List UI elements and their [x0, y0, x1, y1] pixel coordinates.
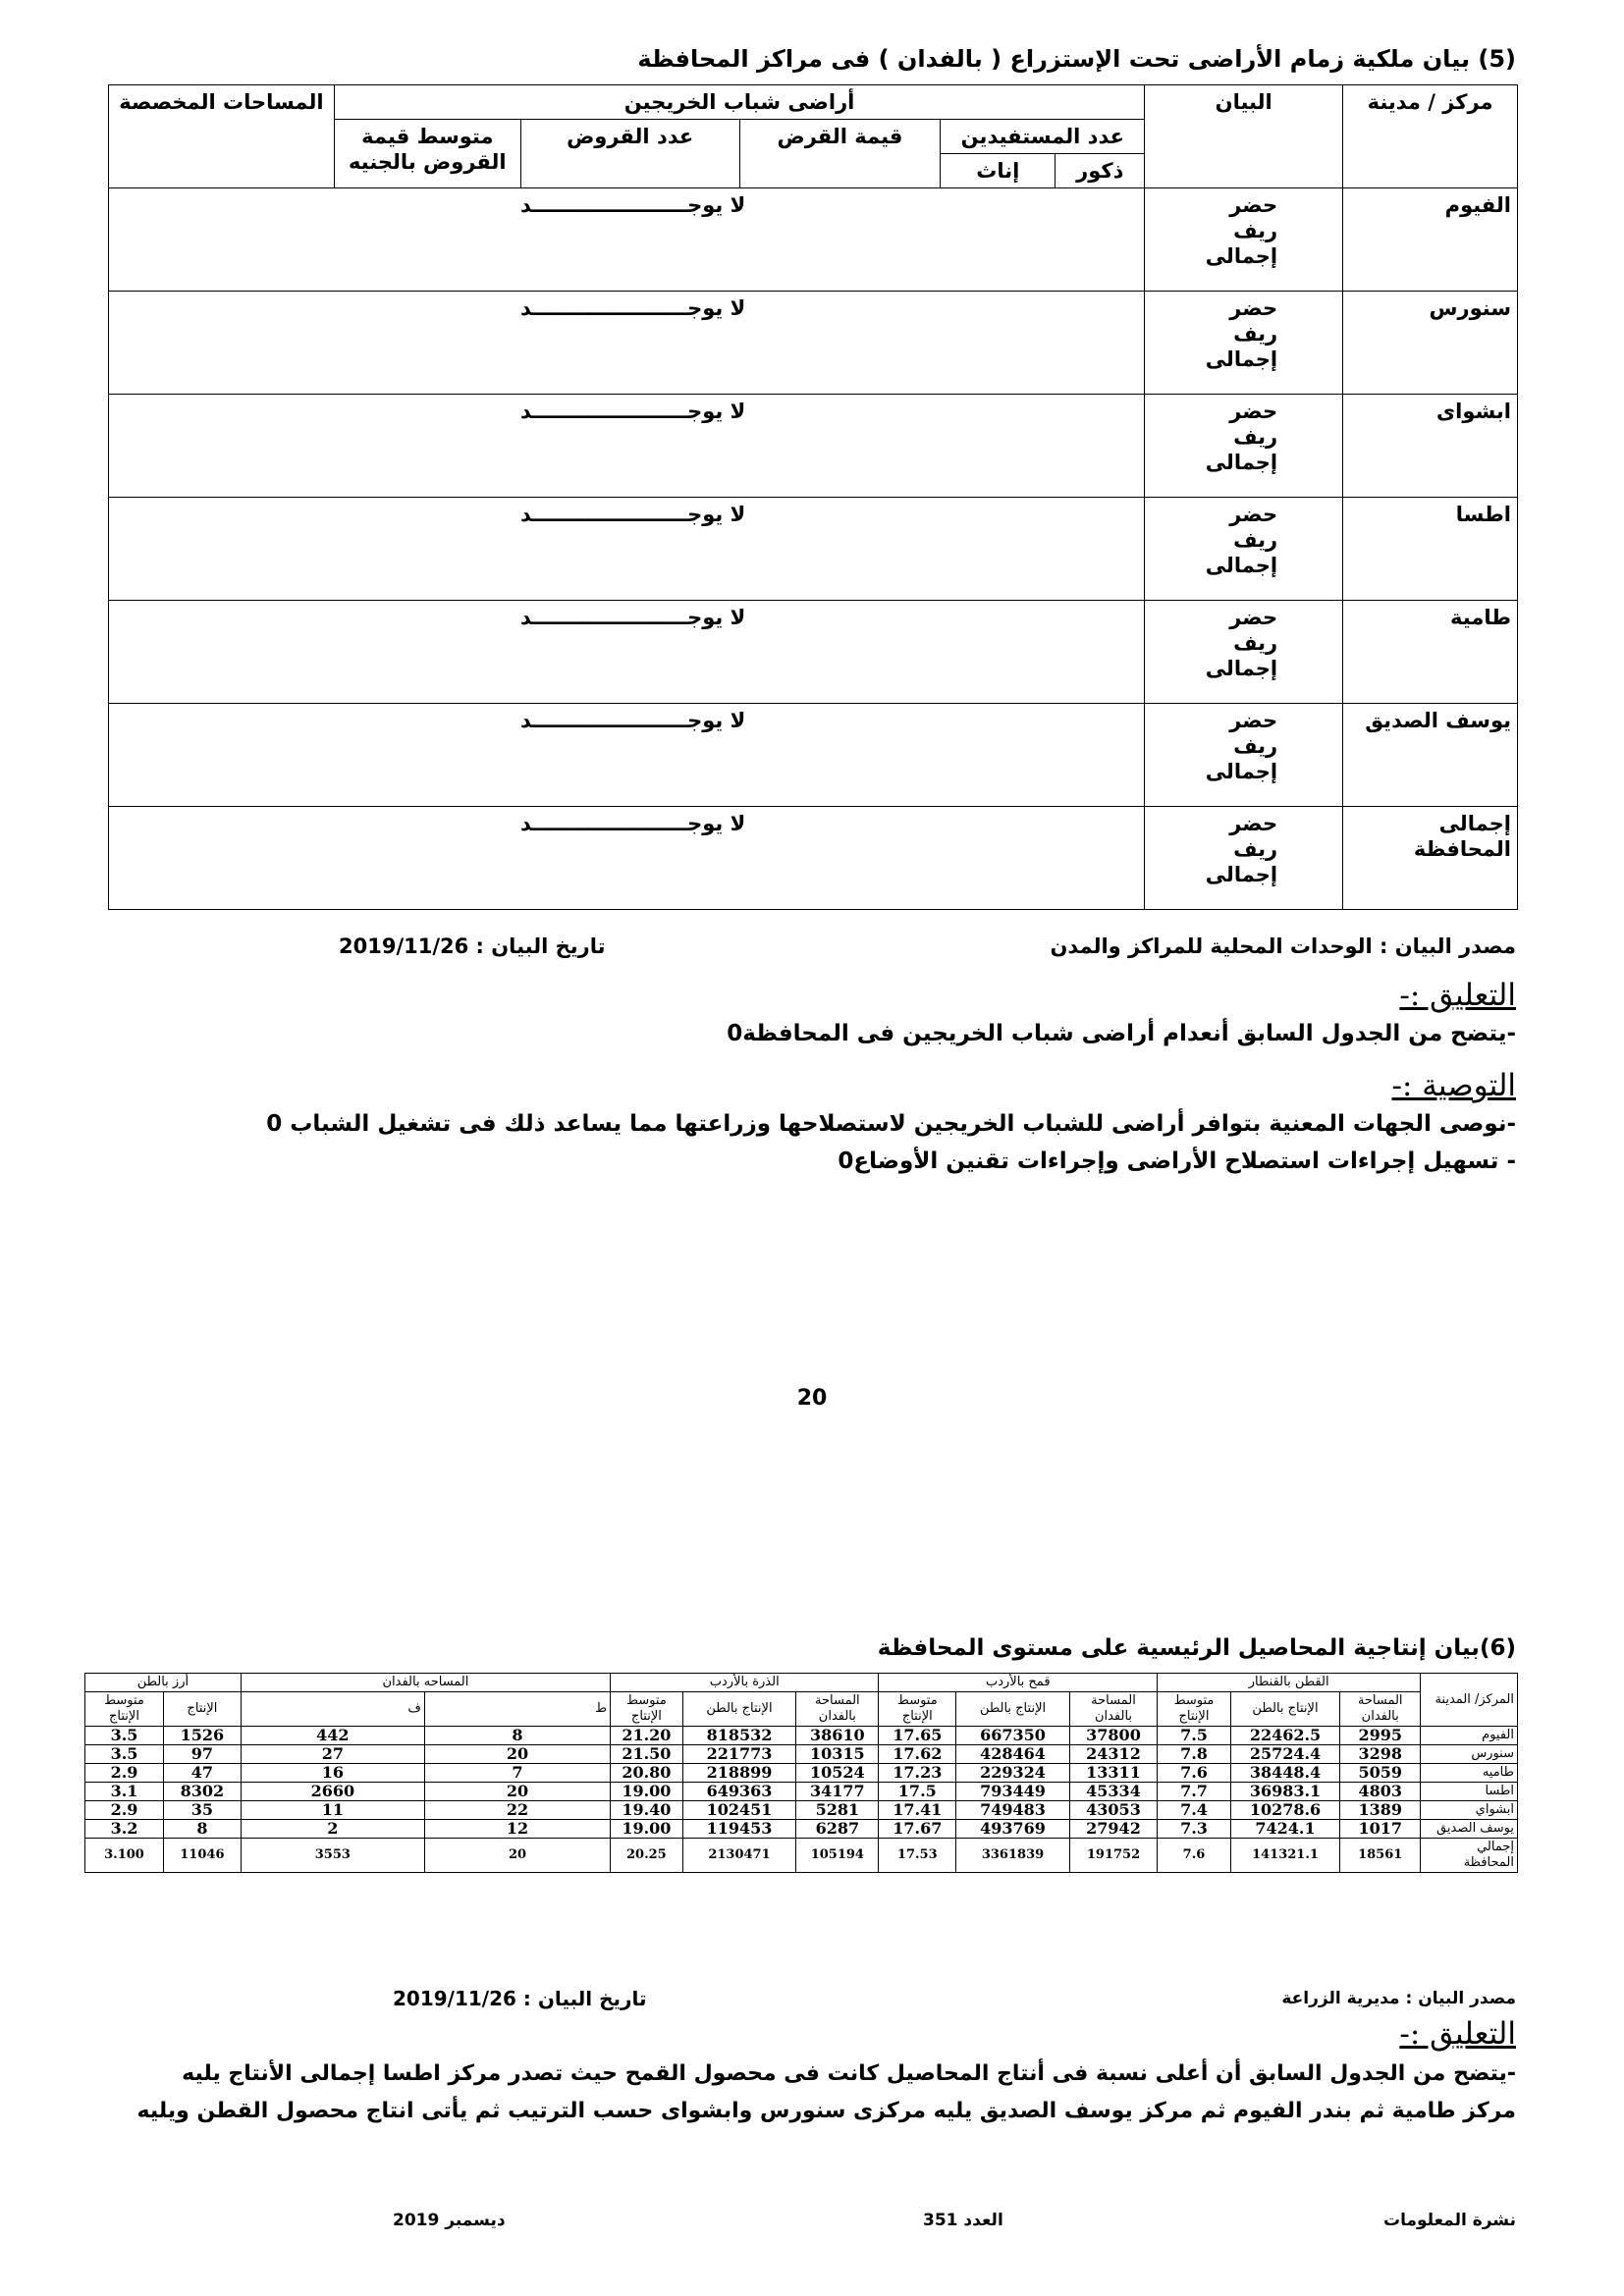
bayan-line: حضر — [1229, 812, 1278, 835]
cell-wheat-avg: 17.65 — [879, 1727, 956, 1745]
no-data-text: لا يوجــــــــــــــــــــــد — [520, 193, 746, 217]
cell-t: 20 — [424, 1839, 610, 1873]
bayan-line: إجمالى — [1205, 863, 1278, 886]
cell-wheat-area: 37800 — [1069, 1727, 1157, 1745]
row-no-data — [109, 395, 1145, 498]
t2-header-corn: الذرة بالأردب — [611, 1674, 879, 1692]
comment2-line1: -يتضح من الجدول السابق أن أعلى نسبة فى أنتاج المحاصيل كانت فى محصول القمح حيث تصدر مركز اطسا إجمالى الأنتاج يليه — [182, 2061, 1516, 2086]
cell-cotton-prod: 22462.5 — [1230, 1727, 1339, 1745]
row-center-name: اطسا — [1421, 1783, 1518, 1801]
cell-wheat-avg: 17.67 — [879, 1820, 956, 1839]
cell-corn-prod: 102451 — [682, 1801, 796, 1820]
table5-title: (5) بيان ملكية زمام الأراضى تحت الإستزراع ( بالفدان ) فى مراكز المحافظة — [637, 45, 1516, 73]
cell-wheat-area: 27942 — [1069, 1820, 1157, 1839]
table5-row — [109, 498, 1518, 601]
bayan-line: إجمالى — [1205, 347, 1278, 371]
table6-row — [85, 1801, 1518, 1820]
bayan-line: ريف — [1233, 631, 1278, 655]
cell-t: 12 — [424, 1820, 610, 1839]
cell-corn-area: 34177 — [796, 1783, 879, 1801]
cell-wheat-avg: 17.62 — [879, 1745, 956, 1764]
no-data-text: لا يوجــــــــــــــــــــــد — [520, 503, 746, 526]
cell-wheat-avg: 17.53 — [879, 1839, 956, 1873]
t2-header-center: المركز/ المدينة — [1421, 1674, 1518, 1727]
cell-corn-prod: 2130471 — [682, 1839, 796, 1873]
row-center-name: الفيوم — [1343, 188, 1518, 292]
table6-row — [85, 1727, 1518, 1745]
cell-f: 3553 — [241, 1839, 424, 1873]
row-bayan — [1145, 498, 1343, 601]
no-data-text: لا يوجــــــــــــــــــــــد — [520, 812, 746, 835]
row-no-data — [109, 807, 1145, 910]
recommendation-line2: - تسهيل إجراءات استصلاح الأراضى وإجراءات تقنين الأوضاع0 — [838, 1148, 1516, 1174]
cell-corn-avg: 19.00 — [611, 1820, 683, 1839]
bayan-line: ريف — [1233, 837, 1278, 861]
row-bayan — [1145, 188, 1343, 292]
row-center-name: سنورس — [1343, 292, 1518, 395]
bayan-line: ريف — [1233, 528, 1278, 552]
no-data-text: لا يوجــــــــــــــــــــــد — [520, 606, 746, 629]
table6-row — [85, 1783, 1518, 1801]
table6-source: مصدر البيان : مديرية الزراعة — [1281, 1989, 1516, 2008]
cell-wheat-prod: 749483 — [956, 1801, 1070, 1820]
cell-wheat-avg: 17.41 — [879, 1801, 956, 1820]
table6-row — [85, 1745, 1518, 1764]
t2-sub-prod: الإنتاج بالطن — [1230, 1692, 1339, 1727]
cell-cotton-prod: 38448.4 — [1230, 1764, 1339, 1783]
cell-rice-prod: 8302 — [163, 1783, 241, 1801]
bayan-line: حضر — [1229, 709, 1278, 732]
cell-wheat-prod: 229324 — [956, 1764, 1070, 1783]
t2-sub-avg: متوسط الإنتاج — [611, 1692, 683, 1727]
cell-wheat-prod: 428464 — [956, 1745, 1070, 1764]
cell-f: 16 — [241, 1764, 424, 1783]
bayan-line: إجمالى — [1205, 554, 1278, 577]
cell-wheat-area: 24312 — [1069, 1745, 1157, 1764]
cell-cotton-prod: 36983.1 — [1230, 1783, 1339, 1801]
footer-publication: نشرة المعلومات — [1382, 2211, 1516, 2230]
cell-wheat-area: 191752 — [1069, 1839, 1157, 1873]
cell-rice-prod: 47 — [163, 1764, 241, 1783]
bayan-line: حضر — [1229, 503, 1278, 526]
cell-cotton-area: 1017 — [1340, 1820, 1421, 1839]
cell-cotton-prod: 10278.6 — [1230, 1801, 1339, 1820]
cell-corn-avg: 19.40 — [611, 1801, 683, 1820]
cell-corn-area: 105194 — [796, 1839, 879, 1873]
t2-sub-t: ط — [424, 1692, 610, 1727]
bayan-line: حضر — [1229, 606, 1278, 629]
cell-f: 442 — [241, 1727, 424, 1745]
row-center-name: سنورس — [1421, 1745, 1518, 1764]
cell-t: 8 — [424, 1727, 610, 1745]
cell-corn-area: 10315 — [796, 1745, 879, 1764]
bayan-line: إجمالى — [1205, 760, 1278, 783]
table6-row — [85, 1764, 1518, 1783]
cell-wheat-area: 45334 — [1069, 1783, 1157, 1801]
t2-header-wheat: قمح بالأردب — [879, 1674, 1158, 1692]
table5-row — [109, 395, 1518, 498]
cell-rice-avg: 3.5 — [85, 1745, 164, 1764]
t2-sub-avg: متوسط الإنتاج — [879, 1692, 956, 1727]
cell-cotton-avg: 7.3 — [1158, 1820, 1231, 1839]
cell-t: 22 — [424, 1801, 610, 1820]
bayan-line: إجمالى — [1205, 451, 1278, 474]
cell-cotton-area: 2995 — [1340, 1727, 1421, 1745]
cell-corn-avg: 20.80 — [611, 1764, 683, 1783]
t2-sub-avg: متوسط الإنتاج — [1158, 1692, 1231, 1727]
header-graduates-lands: أراضى شباب الخريجين — [334, 85, 1144, 120]
table5-row — [109, 601, 1518, 704]
cell-t: 20 — [424, 1783, 610, 1801]
row-center-name: يوسف الصديق — [1421, 1820, 1518, 1839]
cell-rice-prod: 35 — [163, 1801, 241, 1820]
header-beneficiaries: عدد المستفيدين — [941, 120, 1145, 154]
cell-rice-avg: 3.100 — [85, 1839, 164, 1873]
page-number: 20 — [796, 1386, 828, 1411]
t2-sub-area: المساحة بالفدان — [1340, 1692, 1421, 1727]
t2-sub-f: ف — [241, 1692, 424, 1727]
cell-wheat-prod: 793449 — [956, 1783, 1070, 1801]
header-loans-count: عدد القروض — [520, 120, 739, 188]
t2-header-cotton: القطن بالقنطار — [1158, 1674, 1421, 1692]
row-center-name: طامية — [1343, 601, 1518, 704]
cell-corn-avg: 20.25 — [611, 1839, 683, 1873]
no-data-text: لا يوجــــــــــــــــــــــد — [520, 296, 746, 320]
no-data-text: لا يوجــــــــــــــــــــــد — [520, 709, 746, 732]
recommendation-heading: التوصية :- — [1391, 1068, 1516, 1103]
t2-sub-avg: متوسط الإنتاج — [85, 1692, 164, 1727]
cell-cotton-prod: 7424.1 — [1230, 1820, 1339, 1839]
header-allocated-area: المساحات المخصصة — [109, 85, 335, 188]
cell-f: 11 — [241, 1801, 424, 1820]
cell-wheat-area: 13311 — [1069, 1764, 1157, 1783]
table5-row — [109, 188, 1518, 292]
cell-rice-avg: 2.9 — [85, 1764, 164, 1783]
row-bayan — [1145, 601, 1343, 704]
table6-title: (6)بيان إنتاجية المحاصيل الرئيسية على مستوى المحافظة — [877, 1635, 1516, 1661]
row-center-name: الفيوم — [1421, 1727, 1518, 1745]
cell-cotton-prod: 141321.1 — [1230, 1839, 1339, 1873]
cell-wheat-prod: 3361839 — [956, 1839, 1070, 1873]
cell-corn-avg: 21.20 — [611, 1727, 683, 1745]
row-no-data — [109, 601, 1145, 704]
cell-cotton-avg: 7.6 — [1158, 1839, 1231, 1873]
bayan-line: ريف — [1233, 219, 1278, 242]
bayan-line: ريف — [1233, 734, 1278, 758]
cell-corn-area: 38610 — [796, 1727, 879, 1745]
footer-date: ديسمبر 2019 — [393, 2211, 506, 2230]
cell-cotton-area: 4803 — [1340, 1783, 1421, 1801]
row-center-name: يوسف الصديق — [1343, 704, 1518, 807]
cell-f: 27 — [241, 1745, 424, 1764]
row-center-name: إجمالي المحافظة — [1421, 1839, 1518, 1873]
table5-row — [109, 704, 1518, 807]
comment1-text: -يتضح من الجدول السابق أنعدام أراضى شباب الخريجين فى المحافظة0 — [727, 1021, 1516, 1046]
cell-t: 7 — [424, 1764, 610, 1783]
t2-sub-area: المساحة بالفدان — [796, 1692, 879, 1727]
table5-date: تاريخ البيان : 2019/11/26 — [339, 934, 606, 958]
row-bayan — [1145, 292, 1343, 395]
cell-f: 2660 — [241, 1783, 424, 1801]
cell-cotton-avg: 7.4 — [1158, 1801, 1231, 1820]
bayan-line: إجمالى — [1205, 244, 1278, 268]
comment2-line2: مركز طامية ثم بندر الفيوم ثم مركز يوسف الصديق يليه مركزى سنورس وابشواى حسب الترتيب ثم يأتى انتاج محصول القطن ويليه — [136, 2099, 1516, 2123]
table6-crop-productivity — [84, 1673, 1518, 1873]
bayan-line: حضر — [1229, 400, 1278, 423]
cell-wheat-prod: 667350 — [956, 1727, 1070, 1745]
cell-rice-avg: 2.9 — [85, 1801, 164, 1820]
bayan-line: حضر — [1229, 193, 1278, 217]
table5-row — [109, 292, 1518, 395]
cell-corn-prod: 649363 — [682, 1783, 796, 1801]
t2-sub-area: المساحة بالفدان — [1069, 1692, 1157, 1727]
t2-sub-prod: الإنتاج — [163, 1692, 241, 1727]
cell-rice-prod: 97 — [163, 1745, 241, 1764]
t2-header-rice: أرز بالطن — [85, 1674, 242, 1692]
cell-corn-prod: 119453 — [682, 1820, 796, 1839]
cell-rice-avg: 3.5 — [85, 1727, 164, 1745]
comment1-heading: التعليق :- — [1399, 978, 1516, 1013]
cell-rice-avg: 3.2 — [85, 1820, 164, 1839]
cell-corn-area: 10524 — [796, 1764, 879, 1783]
table5-row — [109, 807, 1518, 910]
cell-t: 20 — [424, 1745, 610, 1764]
cell-corn-prod: 218899 — [682, 1764, 796, 1783]
row-no-data — [109, 292, 1145, 395]
table6-date: تاريخ البيان : 2019/11/26 — [393, 1987, 647, 2010]
bayan-line: ريف — [1233, 425, 1278, 449]
header-loan-value: قيمة القرض — [739, 120, 941, 188]
header-males: ذكور — [1056, 154, 1145, 188]
header-avg-loan-value: متوسط قيمة القروض بالجنيه — [334, 120, 520, 188]
comment2-heading: التعليق :- — [1399, 2016, 1516, 2052]
cell-wheat-prod: 493769 — [956, 1820, 1070, 1839]
row-no-data — [109, 188, 1145, 292]
bayan-line: إجمالى — [1205, 657, 1278, 680]
cell-wheat-area: 43053 — [1069, 1801, 1157, 1820]
cell-wheat-avg: 17.23 — [879, 1764, 956, 1783]
cell-cotton-avg: 7.7 — [1158, 1783, 1231, 1801]
table5-source: مصدر البيان : الوحدات المحلية للمراكز والمدن — [1050, 934, 1516, 958]
row-no-data — [109, 704, 1145, 807]
no-data-text: لا يوجــــــــــــــــــــــد — [520, 400, 746, 423]
cell-corn-area: 5281 — [796, 1801, 879, 1820]
bayan-line: حضر — [1229, 296, 1278, 320]
table5-land-ownership — [108, 84, 1518, 910]
cell-corn-area: 6287 — [796, 1820, 879, 1839]
cell-rice-avg: 3.1 — [85, 1783, 164, 1801]
cell-cotton-area: 1389 — [1340, 1801, 1421, 1820]
t2-header-area: المساحه بالفدان — [241, 1674, 610, 1692]
header-females: إناث — [941, 154, 1056, 188]
row-center-name: ابشواي — [1421, 1801, 1518, 1820]
row-bayan — [1145, 395, 1343, 498]
table6-row — [85, 1839, 1518, 1873]
row-center-name: ابشواى — [1343, 395, 1518, 498]
recommendation-line1: -نوصى الجهات المعنية بتوافر أراضى للشباب الخريجين لاستصلاحها وزراعتها مما يساعد ذلك فى تشغيل الشباب 0 — [266, 1111, 1516, 1137]
bayan-line: ريف — [1233, 322, 1278, 346]
cell-f: 2 — [241, 1820, 424, 1839]
header-center: مركز / مدينة — [1343, 85, 1518, 188]
row-bayan — [1145, 704, 1343, 807]
cell-wheat-avg: 17.5 — [879, 1783, 956, 1801]
row-center-name: إجمالى المحافظة — [1343, 807, 1518, 910]
table6-row — [85, 1820, 1518, 1839]
cell-rice-prod: 8 — [163, 1820, 241, 1839]
cell-corn-avg: 21.50 — [611, 1745, 683, 1764]
row-center-name: اطسا — [1343, 498, 1518, 601]
footer-issue: العدد 351 — [923, 2211, 1003, 2230]
header-bayan: البيان — [1145, 85, 1343, 188]
t2-sub-prod: الإنتاج بالطن — [956, 1692, 1070, 1727]
cell-corn-prod: 818532 — [682, 1727, 796, 1745]
cell-rice-prod: 1526 — [163, 1727, 241, 1745]
t2-sub-prod: الإنتاج بالطن — [682, 1692, 796, 1727]
cell-cotton-area: 18561 — [1340, 1839, 1421, 1873]
cell-corn-prod: 221773 — [682, 1745, 796, 1764]
cell-rice-prod: 11046 — [163, 1839, 241, 1873]
cell-cotton-avg: 7.5 — [1158, 1727, 1231, 1745]
cell-cotton-avg: 7.8 — [1158, 1745, 1231, 1764]
cell-corn-avg: 19.00 — [611, 1783, 683, 1801]
cell-cotton-area: 5059 — [1340, 1764, 1421, 1783]
cell-cotton-area: 3298 — [1340, 1745, 1421, 1764]
row-center-name: طاميه — [1421, 1764, 1518, 1783]
cell-cotton-prod: 25724.4 — [1230, 1745, 1339, 1764]
cell-cotton-avg: 7.6 — [1158, 1764, 1231, 1783]
row-bayan — [1145, 807, 1343, 910]
row-no-data — [109, 498, 1145, 601]
